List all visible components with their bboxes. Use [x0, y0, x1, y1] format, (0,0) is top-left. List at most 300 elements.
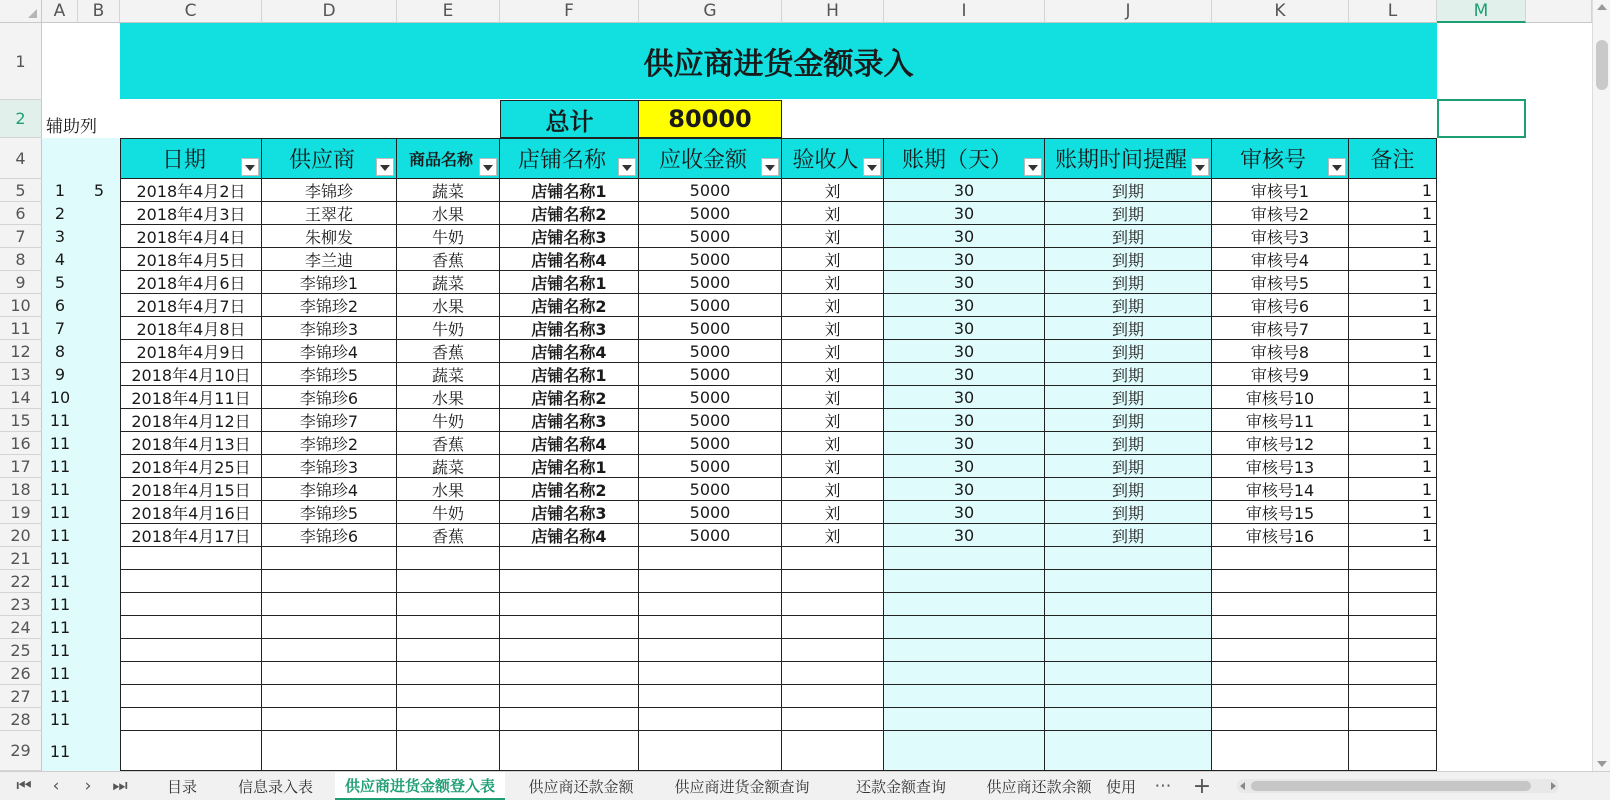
- row-header[interactable]: 20: [0, 524, 42, 547]
- scroll-up-icon[interactable]: [1597, 4, 1607, 10]
- cell-store[interactable]: 店铺名称2: [500, 202, 639, 225]
- cell-date[interactable]: 2018年4月8日: [120, 317, 262, 340]
- helper-index-cell[interactable]: 10: [49, 388, 71, 407]
- row-header[interactable]: 28: [0, 708, 42, 731]
- selected-cell-m2[interactable]: [1437, 99, 1526, 138]
- row-header[interactable]: 1: [0, 23, 42, 100]
- cell-term[interactable]: 30: [884, 455, 1045, 478]
- cell-date[interactable]: 2018年4月25日: [120, 455, 262, 478]
- row-header[interactable]: 9: [0, 271, 42, 294]
- cell-supplier[interactable]: 李锦珍5: [262, 363, 397, 386]
- cell-supplier[interactable]: 李兰迪: [262, 248, 397, 271]
- cell-remind[interactable]: 到期: [1045, 271, 1212, 294]
- cell-note[interactable]: 1: [1349, 432, 1437, 455]
- empty-cell[interactable]: [1212, 593, 1349, 616]
- row-header[interactable]: 18: [0, 478, 42, 501]
- empty-cell[interactable]: [782, 616, 884, 639]
- empty-cell[interactable]: [262, 593, 397, 616]
- empty-cell[interactable]: [1212, 662, 1349, 685]
- cell-amount[interactable]: 5000: [639, 248, 782, 271]
- helper-count-cell[interactable]: [78, 363, 120, 386]
- column-header-b[interactable]: B: [78, 0, 120, 23]
- cell-date[interactable]: 2018年4月12日: [120, 409, 262, 432]
- helper-count-cell[interactable]: [78, 225, 120, 248]
- cell-store[interactable]: 店铺名称1: [500, 455, 639, 478]
- empty-cell[interactable]: [1045, 639, 1212, 662]
- sheet-tab[interactable]: 信息录入表: [237, 777, 313, 796]
- helper-index-cell[interactable]: 2: [54, 204, 66, 223]
- cell-supplier[interactable]: 李锦珍4: [262, 478, 397, 501]
- empty-cell[interactable]: [639, 731, 782, 771]
- empty-cell[interactable]: [639, 616, 782, 639]
- cell-note[interactable]: 1: [1349, 225, 1437, 248]
- helper-index-cell[interactable]: 11: [49, 457, 71, 476]
- cell-audit[interactable]: 审核号9: [1212, 363, 1349, 386]
- cell-supplier[interactable]: 李锦珍5: [262, 501, 397, 524]
- helper-count-cell[interactable]: [78, 478, 120, 501]
- empty-cell[interactable]: [397, 616, 500, 639]
- empty-cell[interactable]: [639, 685, 782, 708]
- helper-index-cell[interactable]: 3: [54, 227, 66, 246]
- filter-dropdown-icon[interactable]: [1191, 158, 1209, 176]
- cell-term[interactable]: 30: [884, 294, 1045, 317]
- cell-date[interactable]: 2018年4月16日: [120, 501, 262, 524]
- cell-amount[interactable]: 5000: [639, 179, 782, 202]
- empty-cell[interactable]: [262, 547, 397, 570]
- helper-count-cell[interactable]: [78, 317, 120, 340]
- row-header[interactable]: 13: [0, 363, 42, 386]
- cell-audit[interactable]: 审核号12: [1212, 432, 1349, 455]
- cell-audit[interactable]: 审核号11: [1212, 409, 1349, 432]
- empty-cell[interactable]: [884, 547, 1045, 570]
- empty-cell[interactable]: [262, 708, 397, 731]
- empty-cell[interactable]: [120, 685, 262, 708]
- cell-remind[interactable]: 到期: [1045, 225, 1212, 248]
- helper-count-cell[interactable]: 5: [93, 181, 105, 200]
- empty-cell[interactable]: [120, 731, 262, 771]
- cell-term[interactable]: 30: [884, 179, 1045, 202]
- empty-cell[interactable]: [1349, 593, 1437, 616]
- helper-index-cell[interactable]: 9: [54, 365, 66, 384]
- cell-product[interactable]: 香蕉: [397, 340, 500, 363]
- row-header[interactable]: 27: [0, 685, 42, 708]
- column-header-l[interactable]: L: [1349, 0, 1437, 23]
- cell-audit[interactable]: 审核号2: [1212, 202, 1349, 225]
- cell-note[interactable]: 1: [1349, 524, 1437, 547]
- empty-cell[interactable]: [262, 685, 397, 708]
- cell-product[interactable]: 蔬菜: [397, 271, 500, 294]
- cell-term[interactable]: 30: [884, 317, 1045, 340]
- cell-product[interactable]: 蔬菜: [397, 179, 500, 202]
- row-header[interactable]: 15: [0, 409, 42, 432]
- helper-index-cell[interactable]: 11: [49, 687, 71, 706]
- helper-count-cell[interactable]: [78, 386, 120, 409]
- cell-remind[interactable]: 到期: [1045, 294, 1212, 317]
- empty-cell[interactable]: [262, 570, 397, 593]
- empty-cell[interactable]: [1045, 547, 1212, 570]
- cell-amount[interactable]: 5000: [639, 455, 782, 478]
- empty-cell[interactable]: [500, 708, 639, 731]
- filter-dropdown-icon[interactable]: [376, 158, 394, 176]
- sheet-tab[interactable]: 目录: [166, 777, 197, 796]
- cell-note[interactable]: 1: [1349, 455, 1437, 478]
- cell-remind[interactable]: 到期: [1045, 202, 1212, 225]
- row-header[interactable]: 5: [0, 179, 42, 202]
- cell-term[interactable]: 30: [884, 340, 1045, 363]
- cell-term[interactable]: 30: [884, 478, 1045, 501]
- cell-supplier[interactable]: 李锦珍2: [262, 294, 397, 317]
- column-header-f[interactable]: F: [500, 0, 639, 23]
- helper-index-cell[interactable]: 11: [49, 411, 71, 430]
- row-header[interactable]: 21: [0, 547, 42, 570]
- sheet-tab[interactable]: 使用: [1106, 777, 1137, 796]
- empty-cell[interactable]: [1045, 685, 1212, 708]
- helper-index-cell[interactable]: 11: [49, 641, 71, 660]
- empty-cell[interactable]: [120, 547, 262, 570]
- row-header[interactable]: 2: [0, 100, 42, 138]
- cell-amount[interactable]: 5000: [639, 478, 782, 501]
- empty-cell[interactable]: [1349, 685, 1437, 708]
- cell-note[interactable]: 1: [1349, 179, 1437, 202]
- empty-cell[interactable]: [397, 708, 500, 731]
- empty-cell[interactable]: [639, 662, 782, 685]
- helper-index-cell[interactable]: 7: [54, 319, 66, 338]
- empty-cell[interactable]: [397, 593, 500, 616]
- cell-note[interactable]: 1: [1349, 501, 1437, 524]
- empty-cell[interactable]: [1212, 685, 1349, 708]
- cell-product[interactable]: 香蕉: [397, 248, 500, 271]
- empty-cell[interactable]: [1349, 708, 1437, 731]
- helper-index-cell[interactable]: 1: [54, 181, 66, 200]
- empty-cell[interactable]: [500, 639, 639, 662]
- cell-supplier[interactable]: 李锦珍3: [262, 317, 397, 340]
- empty-cell[interactable]: [884, 662, 1045, 685]
- cell-term[interactable]: 30: [884, 501, 1045, 524]
- filter-dropdown-icon[interactable]: [1024, 158, 1042, 176]
- cell-audit[interactable]: 审核号13: [1212, 455, 1349, 478]
- empty-cell[interactable]: [1349, 639, 1437, 662]
- row-header[interactable]: 29: [0, 731, 42, 771]
- cell-amount[interactable]: 5000: [639, 363, 782, 386]
- cell-remind[interactable]: 到期: [1045, 363, 1212, 386]
- column-header-j[interactable]: J: [1045, 0, 1212, 23]
- cell-remind[interactable]: 到期: [1045, 179, 1212, 202]
- cell-supplier[interactable]: 李锦珍3: [262, 455, 397, 478]
- cell-inspector[interactable]: 刘: [782, 455, 884, 478]
- empty-cell[interactable]: [884, 731, 1045, 771]
- cell-remind[interactable]: 到期: [1045, 524, 1212, 547]
- filter-dropdown-icon[interactable]: [1328, 158, 1346, 176]
- cell-remind[interactable]: 到期: [1045, 340, 1212, 363]
- cell-term[interactable]: 30: [884, 271, 1045, 294]
- column-header-k[interactable]: K: [1212, 0, 1349, 23]
- cell-remind[interactable]: 到期: [1045, 317, 1212, 340]
- cell-date[interactable]: 2018年4月17日: [120, 524, 262, 547]
- helper-index-cell[interactable]: 11: [49, 526, 71, 545]
- helper-count-cell[interactable]: [78, 455, 120, 478]
- filter-dropdown-icon[interactable]: [761, 158, 779, 176]
- cell-date[interactable]: 2018年4月2日: [120, 179, 262, 202]
- cell-store[interactable]: 店铺名称3: [500, 409, 639, 432]
- sheet-tab[interactable]: 供应商进货金额查询: [674, 777, 810, 796]
- row-header[interactable]: 6: [0, 202, 42, 225]
- row-header[interactable]: 7: [0, 225, 42, 248]
- helper-index-cell[interactable]: 5: [54, 273, 66, 292]
- empty-cell[interactable]: [500, 547, 639, 570]
- empty-cell[interactable]: [1212, 547, 1349, 570]
- cell-inspector[interactable]: 刘: [782, 317, 884, 340]
- helper-count-cell[interactable]: [78, 202, 120, 225]
- cell-audit[interactable]: 审核号15: [1212, 501, 1349, 524]
- empty-cell[interactable]: [500, 570, 639, 593]
- cell-note[interactable]: 1: [1349, 202, 1437, 225]
- helper-index-cell[interactable]: 11: [49, 595, 71, 614]
- cell-product[interactable]: 香蕉: [397, 524, 500, 547]
- helper-index-cell[interactable]: 8: [54, 342, 66, 361]
- cell-product[interactable]: 蔬菜: [397, 455, 500, 478]
- empty-cell[interactable]: [884, 570, 1045, 593]
- cell-amount[interactable]: 5000: [639, 225, 782, 248]
- empty-cell[interactable]: [120, 616, 262, 639]
- row-header[interactable]: 19: [0, 501, 42, 524]
- cell-store[interactable]: 店铺名称4: [500, 432, 639, 455]
- cell-amount[interactable]: 5000: [639, 340, 782, 363]
- cell-supplier[interactable]: 李锦珍7: [262, 409, 397, 432]
- empty-cell[interactable]: [1212, 708, 1349, 731]
- cell-audit[interactable]: 审核号8: [1212, 340, 1349, 363]
- horizontal-scroll-thumb[interactable]: [1251, 781, 1531, 791]
- row-header[interactable]: 14: [0, 386, 42, 409]
- empty-cell[interactable]: [262, 731, 397, 771]
- empty-cell[interactable]: [1045, 593, 1212, 616]
- empty-cell[interactable]: [120, 593, 262, 616]
- cell-amount[interactable]: 5000: [639, 202, 782, 225]
- row-header[interactable]: 23: [0, 593, 42, 616]
- helper-index-cell[interactable]: 11: [49, 434, 71, 453]
- row-header[interactable]: 4: [0, 138, 42, 179]
- cell-date[interactable]: 2018年4月9日: [120, 340, 262, 363]
- cell-note[interactable]: 1: [1349, 248, 1437, 271]
- cell-inspector[interactable]: 刘: [782, 340, 884, 363]
- scroll-left-icon[interactable]: [1240, 782, 1245, 790]
- cell-note[interactable]: 1: [1349, 317, 1437, 340]
- cell-inspector[interactable]: 刘: [782, 248, 884, 271]
- vertical-scrollbar[interactable]: [1592, 0, 1610, 771]
- column-header-h[interactable]: H: [782, 0, 884, 23]
- empty-cell[interactable]: [1349, 662, 1437, 685]
- empty-cell[interactable]: [1045, 708, 1212, 731]
- cell-date[interactable]: 2018年4月15日: [120, 478, 262, 501]
- empty-cell[interactable]: [500, 616, 639, 639]
- cell-supplier[interactable]: 朱柳发: [262, 225, 397, 248]
- empty-cell[interactable]: [782, 570, 884, 593]
- cell-remind[interactable]: 到期: [1045, 432, 1212, 455]
- empty-cell[interactable]: [884, 639, 1045, 662]
- empty-cell[interactable]: [1045, 570, 1212, 593]
- vertical-scroll-thumb[interactable]: [1596, 40, 1608, 90]
- cell-note[interactable]: 1: [1349, 363, 1437, 386]
- cell-inspector[interactable]: 刘: [782, 294, 884, 317]
- empty-cell[interactable]: [500, 593, 639, 616]
- cell-supplier[interactable]: 李锦珍6: [262, 386, 397, 409]
- cell-amount[interactable]: 5000: [639, 271, 782, 294]
- cell-note[interactable]: 1: [1349, 340, 1437, 363]
- helper-index-cell[interactable]: 11: [49, 741, 71, 761]
- cell-product[interactable]: 牛奶: [397, 409, 500, 432]
- empty-cell[interactable]: [1045, 616, 1212, 639]
- cell-supplier[interactable]: 李锦珍2: [262, 432, 397, 455]
- cell-term[interactable]: 30: [884, 524, 1045, 547]
- empty-cell[interactable]: [1349, 616, 1437, 639]
- cell-inspector[interactable]: 刘: [782, 271, 884, 294]
- cell-term[interactable]: 30: [884, 409, 1045, 432]
- add-sheet-icon[interactable]: +: [1192, 773, 1212, 799]
- cell-store[interactable]: 店铺名称3: [500, 225, 639, 248]
- empty-cell[interactable]: [639, 547, 782, 570]
- horizontal-scrollbar[interactable]: [1237, 779, 1559, 793]
- empty-cell[interactable]: [639, 639, 782, 662]
- column-header-i[interactable]: I: [884, 0, 1045, 23]
- cell-amount[interactable]: 5000: [639, 317, 782, 340]
- empty-cell[interactable]: [1349, 547, 1437, 570]
- cell-date[interactable]: 2018年4月11日: [120, 386, 262, 409]
- cell-date[interactable]: 2018年4月6日: [120, 271, 262, 294]
- cell-inspector[interactable]: 刘: [782, 501, 884, 524]
- empty-cell[interactable]: [397, 547, 500, 570]
- empty-cell[interactable]: [500, 685, 639, 708]
- scroll-down-icon[interactable]: [1597, 761, 1607, 767]
- row-header[interactable]: 12: [0, 340, 42, 363]
- row-header[interactable]: 8: [0, 248, 42, 271]
- sheet-tab[interactable]: 供应商还款金额: [528, 777, 634, 796]
- cell-amount[interactable]: 5000: [639, 294, 782, 317]
- helper-index-cell[interactable]: 11: [49, 572, 71, 591]
- helper-index-cell[interactable]: 11: [49, 503, 71, 522]
- helper-count-cell[interactable]: [78, 271, 120, 294]
- helper-index-cell[interactable]: 6: [54, 296, 66, 315]
- empty-cell[interactable]: [639, 708, 782, 731]
- helper-count-cell[interactable]: [78, 340, 120, 363]
- cell-note[interactable]: 1: [1349, 271, 1437, 294]
- empty-cell[interactable]: [120, 662, 262, 685]
- empty-cell[interactable]: [1212, 616, 1349, 639]
- cell-store[interactable]: 店铺名称1: [500, 271, 639, 294]
- cell-store[interactable]: 店铺名称3: [500, 501, 639, 524]
- empty-cell[interactable]: [262, 639, 397, 662]
- cell-product[interactable]: 牛奶: [397, 317, 500, 340]
- empty-cell[interactable]: [397, 570, 500, 593]
- cell-store[interactable]: 店铺名称2: [500, 386, 639, 409]
- empty-cell[interactable]: [782, 639, 884, 662]
- helper-index-cell[interactable]: 11: [49, 664, 71, 683]
- cell-term[interactable]: 30: [884, 386, 1045, 409]
- cell-inspector[interactable]: 刘: [782, 478, 884, 501]
- column-header-d[interactable]: D: [262, 0, 397, 23]
- cell-store[interactable]: 店铺名称2: [500, 294, 639, 317]
- cell-product[interactable]: 牛奶: [397, 501, 500, 524]
- cell-note[interactable]: 1: [1349, 294, 1437, 317]
- cell-supplier[interactable]: 李锦珍1: [262, 271, 397, 294]
- cell-term[interactable]: 30: [884, 202, 1045, 225]
- cell-amount[interactable]: 5000: [639, 386, 782, 409]
- sheet-tab[interactable]: 供应商还款余额: [986, 777, 1092, 796]
- column-header-g[interactable]: G: [639, 0, 782, 23]
- cell-term[interactable]: 30: [884, 432, 1045, 455]
- empty-cell[interactable]: [120, 639, 262, 662]
- empty-cell[interactable]: [120, 570, 262, 593]
- filter-dropdown-icon[interactable]: [618, 158, 636, 176]
- select-all-corner[interactable]: [0, 0, 42, 23]
- cell-remind[interactable]: 到期: [1045, 455, 1212, 478]
- empty-cell[interactable]: [120, 708, 262, 731]
- row-header[interactable]: 22: [0, 570, 42, 593]
- cell-product[interactable]: 水果: [397, 294, 500, 317]
- helper-count-cell[interactable]: [78, 524, 120, 547]
- empty-cell[interactable]: [782, 708, 884, 731]
- empty-cell[interactable]: [262, 662, 397, 685]
- cell-remind[interactable]: 到期: [1045, 501, 1212, 524]
- cell-product[interactable]: 水果: [397, 478, 500, 501]
- cell-audit[interactable]: 审核号14: [1212, 478, 1349, 501]
- filter-dropdown-icon[interactable]: [479, 158, 497, 176]
- empty-cell[interactable]: [782, 685, 884, 708]
- helper-count-cell[interactable]: [78, 294, 120, 317]
- column-header-e[interactable]: E: [397, 0, 500, 23]
- empty-cell[interactable]: [500, 662, 639, 685]
- cell-product[interactable]: 牛奶: [397, 225, 500, 248]
- row-header[interactable]: 11: [0, 317, 42, 340]
- helper-index-cell[interactable]: 11: [49, 480, 71, 499]
- empty-cell[interactable]: [639, 593, 782, 616]
- empty-cell[interactable]: [1212, 731, 1349, 771]
- cell-audit[interactable]: 审核号10: [1212, 386, 1349, 409]
- cell-term[interactable]: 30: [884, 225, 1045, 248]
- cell-store[interactable]: 店铺名称3: [500, 317, 639, 340]
- more-tabs-icon[interactable]: ⋯: [1154, 776, 1172, 796]
- empty-cell[interactable]: [1349, 731, 1437, 771]
- row-header[interactable]: 17: [0, 455, 42, 478]
- helper-count-cell[interactable]: [78, 432, 120, 455]
- cell-inspector[interactable]: 刘: [782, 409, 884, 432]
- empty-cell[interactable]: [782, 593, 884, 616]
- cell-store[interactable]: 店铺名称2: [500, 478, 639, 501]
- empty-cell[interactable]: [884, 685, 1045, 708]
- column-header-a[interactable]: A: [42, 0, 78, 23]
- cell-inspector[interactable]: 刘: [782, 363, 884, 386]
- cell-supplier[interactable]: 李锦珍: [262, 179, 397, 202]
- filter-dropdown-icon[interactable]: [241, 158, 259, 176]
- sheet-tab[interactable]: 还款金额查询: [855, 777, 946, 796]
- empty-cell[interactable]: [884, 616, 1045, 639]
- cell-inspector[interactable]: 刘: [782, 202, 884, 225]
- cell-product[interactable]: 蔬菜: [397, 363, 500, 386]
- scroll-right-icon[interactable]: [1551, 782, 1556, 790]
- cell-amount[interactable]: 5000: [639, 432, 782, 455]
- empty-cell[interactable]: [782, 662, 884, 685]
- cell-store[interactable]: 店铺名称1: [500, 179, 639, 202]
- empty-cell[interactable]: [1045, 662, 1212, 685]
- cell-date[interactable]: 2018年4月13日: [120, 432, 262, 455]
- cell-term[interactable]: 30: [884, 248, 1045, 271]
- empty-cell[interactable]: [397, 662, 500, 685]
- cell-supplier[interactable]: 李锦珍6: [262, 524, 397, 547]
- row-header[interactable]: 16: [0, 432, 42, 455]
- cell-audit[interactable]: 审核号4: [1212, 248, 1349, 271]
- helper-count-cell[interactable]: [78, 248, 120, 271]
- cell-audit[interactable]: 审核号1: [1212, 179, 1349, 202]
- cell-amount[interactable]: 5000: [639, 524, 782, 547]
- cell-note[interactable]: 1: [1349, 386, 1437, 409]
